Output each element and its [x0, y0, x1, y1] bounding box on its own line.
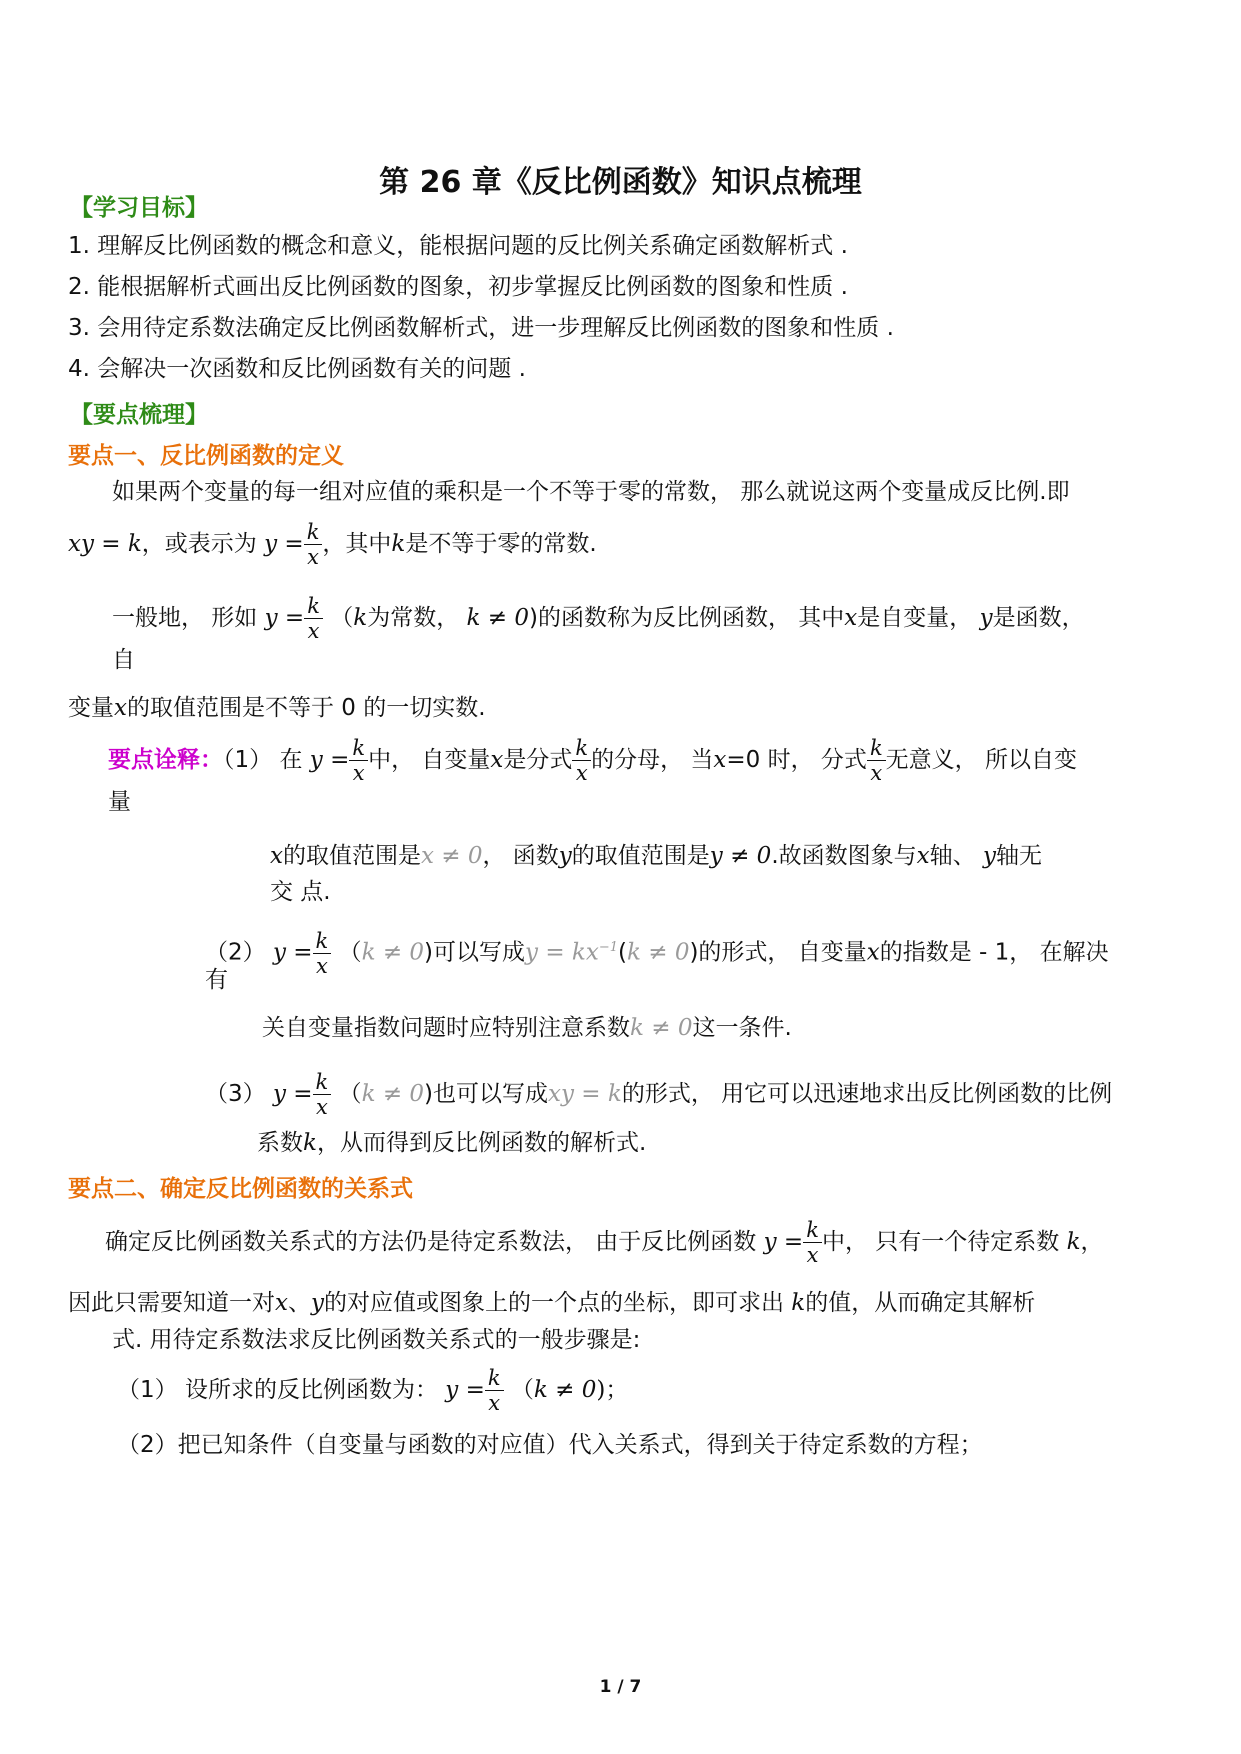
text: (	[618, 939, 627, 966]
denominator: x	[313, 953, 332, 978]
section2-paragraph	[68, 1289, 1035, 1317]
points-heading: 【要点梳理】	[70, 402, 208, 428]
text: ， 函数	[482, 843, 559, 869]
text: )也可以写成	[424, 1081, 549, 1107]
section2-paragraph	[105, 1208, 1104, 1276]
fraction-k-over-x	[867, 736, 886, 785]
numerator: k	[487, 1366, 501, 1390]
text: )的形式， 自变量	[689, 939, 867, 966]
text: 轴、	[929, 843, 976, 869]
text: 轴无	[995, 843, 1042, 869]
math-expression: y ≠ 0	[709, 843, 772, 869]
numerator: k	[806, 1218, 819, 1242]
text: =0 时， 分式	[726, 747, 867, 773]
math-var: x	[275, 1290, 288, 1316]
text: 的取值范围是不等于 0 的一切实数.	[126, 695, 486, 721]
text: （2）	[205, 939, 266, 966]
goal-item: 2. 能根据解析式画出反比例函数的图象，初步掌握反比例函数的图象和性质 .	[68, 274, 848, 300]
numerator: k	[315, 928, 329, 953]
math-expression: y =	[309, 747, 350, 773]
text: 因此只需要知道一对	[68, 1290, 275, 1316]
math-var: k	[791, 1290, 806, 1316]
text: 为常数，	[367, 605, 460, 631]
math-expression: k ≠ 0	[466, 605, 529, 631]
math-expression: y = kx	[525, 939, 599, 966]
note2-line	[205, 906, 1109, 995]
text: ，	[1080, 1229, 1104, 1255]
text: 一般地， 形如	[112, 605, 258, 631]
note1-line	[108, 730, 1077, 790]
math-var: x	[866, 939, 880, 966]
text: 的指数是 - 1， 在解决	[879, 939, 1109, 966]
text: 确定反比例函数关系式的方法仍是待定系数法， 由于反比例函数	[105, 1229, 757, 1255]
math-var: y	[558, 843, 572, 869]
page-title: 第 26 章《反比例函数》知识点梳理	[379, 165, 862, 200]
numerator: k	[869, 736, 883, 760]
math-var: k	[353, 605, 368, 631]
denominator: x	[572, 760, 591, 785]
fraction-k-over-x	[313, 929, 332, 978]
math-var: y	[310, 1290, 324, 1316]
text: 是不等于零的常数.	[405, 531, 597, 557]
wrap-text: 量	[108, 789, 131, 815]
math-var: y	[982, 843, 996, 869]
text: 的取值范围是	[282, 843, 421, 869]
numerator: k	[306, 520, 320, 544]
numerator: k	[352, 736, 366, 760]
section1-heading: 要点一、反比例函数的定义	[68, 443, 344, 469]
numerator: k	[575, 736, 589, 760]
math-expression: k ≠ 0	[361, 939, 425, 966]
math-exponent: −1	[598, 940, 618, 955]
math-expression: y =	[264, 605, 305, 631]
math-var: x	[713, 747, 727, 773]
fraction-k-over-x	[313, 1070, 332, 1119]
text: （1） 在	[223, 747, 303, 773]
goal-item: 1. 理解反比例函数的概念和意义，能根据问题的反比例关系确定函数解析式 .	[68, 233, 848, 259]
text: （	[338, 1081, 362, 1107]
fraction-k-over-x	[572, 736, 591, 785]
math-expression: xy = k	[68, 531, 142, 557]
goal-item: 3. 会用待定系数法确定反比例函数解析式，进一步理解反比例函数的图象和性质 .	[68, 315, 894, 341]
general-form-line	[112, 588, 1085, 648]
step-2: （2）把已知条件（自变量与函数的对应值）代入关系式，得到关于待定系数的方程；	[117, 1432, 983, 1458]
text: 的分母， 当	[591, 747, 714, 773]
math-var: x	[844, 605, 858, 631]
text: 的取值范围是	[571, 843, 710, 869]
text: 无意义， 所以自变	[885, 747, 1077, 773]
text: 关自变量指数问题时应特别注意系数	[262, 1015, 630, 1041]
fraction-k-over-x	[304, 520, 323, 569]
text: 这一条件.	[692, 1015, 792, 1041]
denominator: x	[803, 1242, 822, 1267]
denominator: x	[313, 1094, 332, 1119]
denominator: x	[304, 618, 323, 643]
math-var: y	[979, 605, 993, 631]
wrap-text: 自	[112, 647, 135, 673]
text: ，从而得到反比例函数的解析式.	[316, 1130, 647, 1156]
text: ，其中	[322, 531, 392, 557]
math-var: x	[114, 695, 127, 721]
section2-heading: 要点二、确定反比例函数的关系式	[68, 1176, 413, 1202]
math-expression: k ≠ 0	[533, 1377, 597, 1403]
text: 是分式	[503, 747, 573, 773]
text: 变量	[68, 695, 114, 721]
fraction-k-over-x	[304, 594, 323, 643]
text: ，或表示为	[141, 531, 257, 557]
note2-continued	[262, 1014, 792, 1042]
denominator: x	[867, 760, 886, 785]
text: )可以写成	[424, 939, 526, 966]
numerator: k	[315, 1070, 329, 1094]
goals-heading: 【学习目标】	[70, 195, 208, 221]
section2-paragraph: 式. 用待定系数法求反比例函数关系式的一般步骤是:	[112, 1327, 641, 1353]
math-expression: y =	[445, 1377, 485, 1403]
math-var: k	[391, 531, 406, 557]
domain-line	[68, 694, 486, 722]
text: .故函数图象与	[771, 843, 917, 869]
math-expression: y =	[264, 531, 304, 557]
math-var: x	[270, 843, 283, 869]
text: （3）	[205, 1081, 266, 1107]
math-expression: y =	[763, 1229, 804, 1255]
step-1	[117, 1356, 628, 1424]
math-expression: y =	[272, 939, 313, 966]
math-expression: k ≠ 0	[361, 1081, 425, 1107]
text: 的值，从而确定其解析	[805, 1290, 1036, 1316]
math-var: x	[916, 843, 930, 869]
math-var: k	[303, 1130, 317, 1156]
math-expression: y =	[272, 1081, 313, 1107]
note3-continued	[257, 1129, 646, 1157]
definition-paragraph: 如果两个变量的每一组对应值的乘积是一个不等于零的常数， 那么就说这两个变量成反比例.即	[112, 479, 1070, 505]
text: （	[510, 1377, 534, 1403]
note3-line	[205, 1052, 1112, 1136]
text: （1） 设所求的反比例函数为：	[117, 1377, 438, 1403]
note1-continued	[270, 842, 1042, 870]
wrap-text: 有	[205, 967, 228, 993]
fraction-k-over-x	[349, 736, 368, 785]
text: （	[338, 939, 362, 966]
fraction-k-over-x	[485, 1366, 504, 1415]
text: 系数	[257, 1130, 303, 1156]
text: 、	[287, 1290, 311, 1316]
math-var: x	[490, 747, 504, 773]
text: 的形式， 用它可以迅速地求出反比例函数的比例	[621, 1081, 1113, 1107]
goal-item: 4. 会解决一次函数和反比例函数有关的问题 .	[68, 356, 526, 382]
page-number: 1 / 7	[599, 1677, 642, 1697]
note-label: 要点诠释：	[108, 747, 223, 773]
text: 中， 自变量	[368, 747, 491, 773]
text: )；	[596, 1377, 629, 1403]
math-expression: x ≠ 0	[420, 843, 483, 869]
fraction-k-over-x	[803, 1218, 822, 1267]
denominator: x	[485, 1390, 504, 1415]
denominator: x	[349, 760, 368, 785]
text: 中， 只有一个待定系数	[821, 1229, 1060, 1255]
denominator: x	[304, 544, 323, 569]
text: 的对应值或图象上的一个点的坐标，即可求出	[323, 1290, 784, 1316]
text: 是自变量，	[857, 605, 973, 631]
text: （	[330, 605, 354, 631]
numerator: k	[307, 594, 320, 618]
wrap-text: 交 点.	[270, 879, 331, 905]
math-expression: k ≠ 0	[630, 1015, 693, 1041]
definition-formula-line	[68, 514, 597, 574]
math-expression: k ≠ 0	[626, 939, 690, 966]
text: 是函数，	[992, 605, 1085, 631]
text: )的函数称为反比例函数， 其中	[528, 605, 845, 631]
math-var: k	[1066, 1229, 1081, 1255]
math-expression: xy = k	[548, 1081, 622, 1107]
